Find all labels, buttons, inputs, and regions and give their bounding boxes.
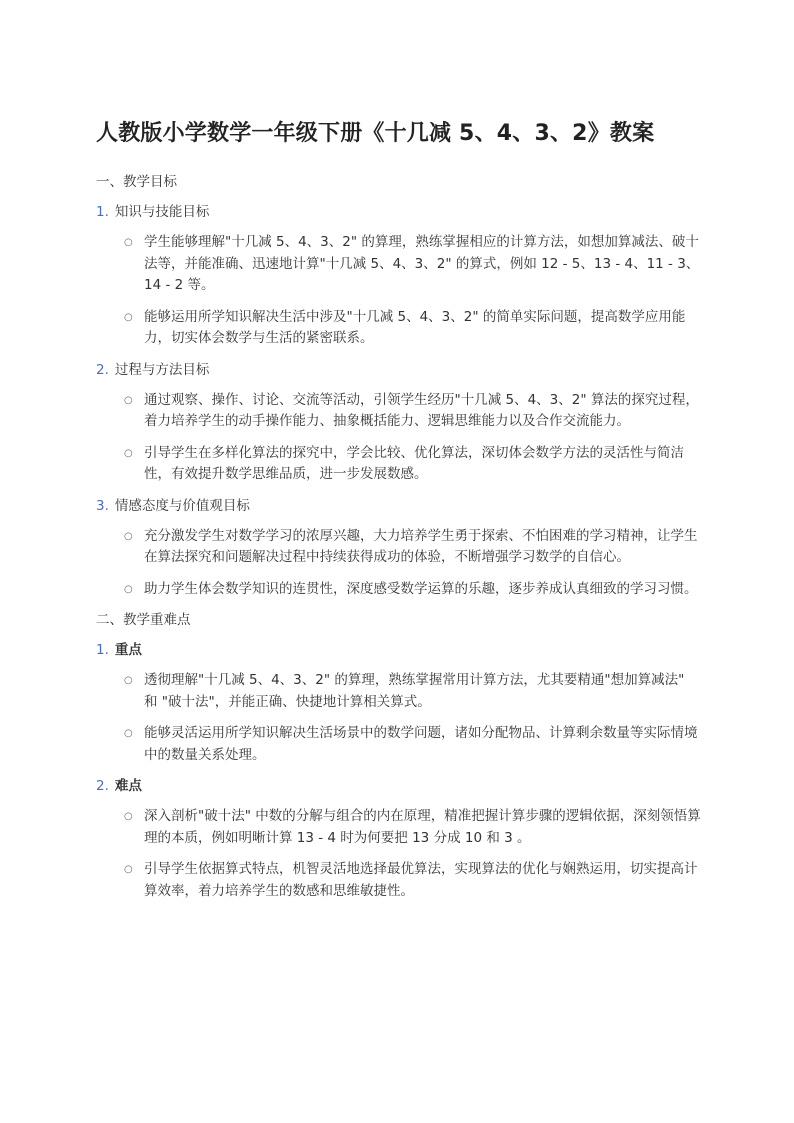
section-heading-objectives: 一、教学目标 [96,174,177,190]
list-item-text: 透彻理解"十几减 5、4、3、2" 的算理，熟练掌握常用计算方法，尤其要精通"想加算减法" 和 "破十法"，并能正确、快捷地计算相关算式。 [144,672,685,710]
list-item-text: 充分激发学生对数学学习的浓厚兴趣，大力培养学生勇于探索、不怕困难的学习精神，让学生在算法探究和问题解决过程中持续获得成功的体验，不断增强学习数学的自信心。 [144,527,698,565]
subsection-heading [96,202,702,222]
list-item-text: 助力学生体会数学知识的连贯性，深度感受数学运算的乐趣，逐步养成认真细致的学习习惯。 [144,580,698,597]
subsection-title: 过程与方法目标 [114,361,210,378]
list-item [124,307,702,350]
list-item-text: 深入剖析"破十法" 中数的分解与组合的内在原理，精准把握计算步骤的逻辑依据，深刻领悟算理的本质，例如明晰计算 13 - 4 时为何要把 13 分成 10 和 3 。 [144,808,701,846]
bullet-icon: ○ [124,728,133,739]
list-item-text: 能够灵活运用所学知识解决生活场景中的数学问题，诸如分配物品、计算剩余数量等实际情境中的数量关系处理。 [144,725,698,763]
bullet-icon: ○ [124,394,133,406]
list-item-text: 学生能够理解"十几减 5、4、3、2" 的算理，熟练掌握相应的计算方法，如想加算减法、破十法等，并能准确、迅速地计算"十几减 5、4、3、2" 的算式，例如 12 - 5、13 - 4、11 - 3、14 - 2 等。 [144,234,700,293]
list-number: 3. [96,497,109,514]
list-item [124,670,702,713]
list-item [124,232,702,297]
list-item [124,806,702,849]
bullet-icon: ○ [124,311,133,323]
list-number: 2. [96,778,109,794]
bullet-icon: ○ [124,864,133,875]
subsection-heading [96,360,702,380]
list-item [124,443,702,486]
subsection-title: 重点 [114,642,142,658]
subsection-title: 情感态度与价值观目标 [114,497,250,514]
bullet-icon: ○ [124,583,133,595]
subsection-title: 知识与技能目标 [114,204,210,220]
list-number: 2. [96,361,109,378]
list-item [124,723,702,766]
list-item-text: 通过观察、操作、讨论、交流等活动，引领学生经历"十几减 5、4、3、2" 算法的探究过程，着力培养学生的动手操作能力、抽象概括能力、逻辑思维能力以及合作交流能力。 [144,391,699,429]
list-item-text: 引导学生在多样化算法的探究中，学会比较、优化算法，深切体会数学方法的灵活性与简洁性，有效提升数学思维品质，进一步发展数感。 [144,444,684,482]
bullet-icon: ○ [124,237,133,248]
subsection-title: 难点 [114,778,142,794]
bullet-list [96,232,702,350]
list-item-text: 能够运用所学知识解决生活中涉及"十几减 5、4、3、2" 的简单实际问题，提高数学应用能力，切实体会数学与生活的紧密联系。 [144,308,686,346]
bullet-icon: ○ [124,447,133,459]
list-item [124,579,702,601]
section-heading-key-points: 二、教学重难点 [96,612,191,628]
bullet-icon: ○ [124,811,133,822]
list-item [124,390,702,433]
list-item-text: 引导学生依据算式特点，机智灵活地选择最优算法，实现算法的优化与娴熟运用，切实提高计算效率，着力培养学生的数感和思维敏捷性。 [144,861,698,899]
bullet-list [96,390,702,486]
bullet-list [96,526,702,601]
list-number: 1. [96,642,109,658]
bullet-list [96,670,702,766]
bullet-list [96,806,702,902]
list-number: 1. [96,204,109,220]
list-item [124,859,702,902]
subsection-heading [96,776,702,796]
subsection-heading [96,640,702,660]
subsection-heading [96,496,702,516]
list-item [124,526,702,569]
bullet-icon: ○ [124,530,133,542]
document-title: 人教版小学数学一年级下册《十几减 5、4、3、2》教案 [96,121,655,146]
bullet-icon: ○ [124,675,133,686]
